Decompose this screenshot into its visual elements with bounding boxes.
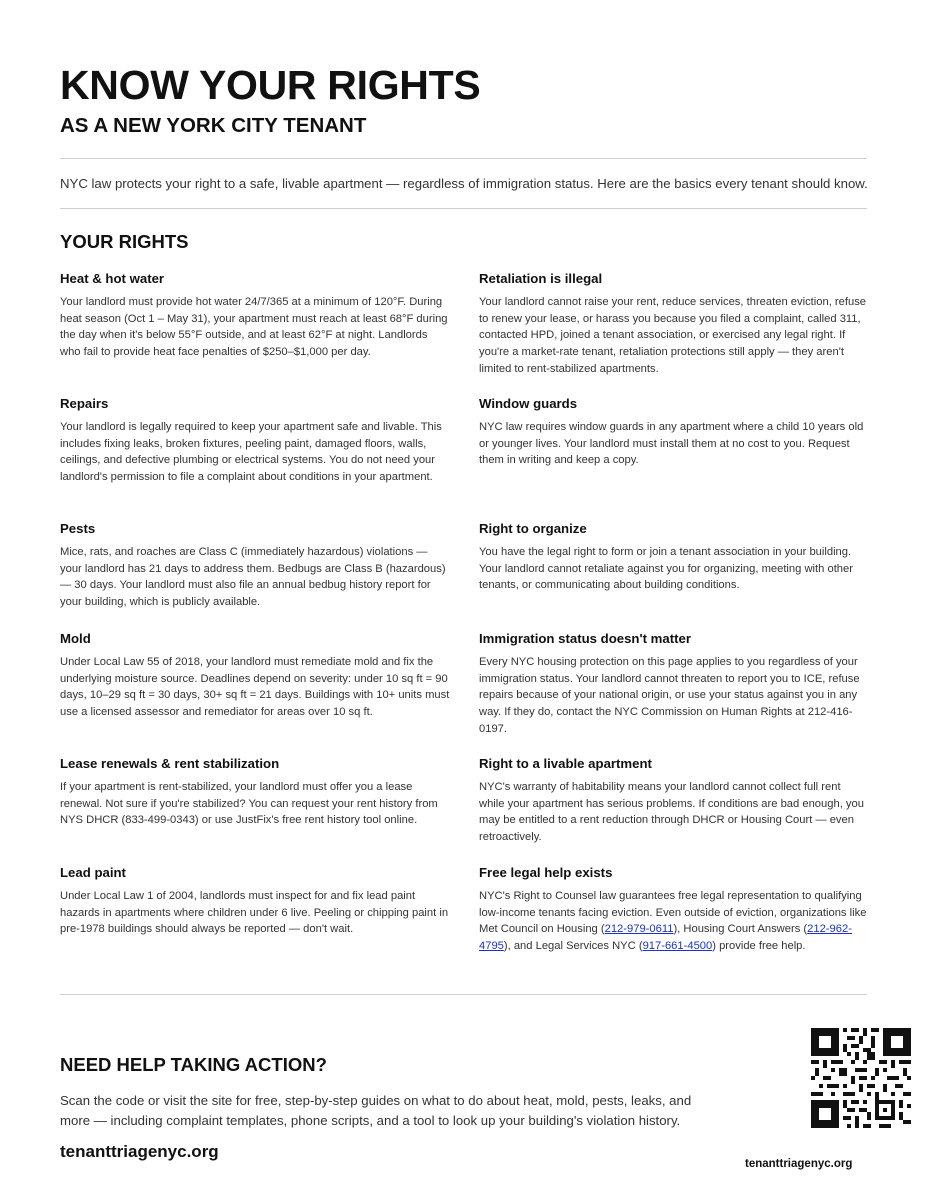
right-title: Heat & hot water — [60, 271, 165, 286]
right-title: Lead paint — [60, 865, 126, 880]
right-title: Pests — [60, 521, 96, 536]
intro-text: NYC law protects your right to a safe, livable apartment — regardless of immigration status. Here are the basics every tenant should know. — [60, 176, 868, 191]
right-retaliation — [479, 271, 869, 378]
right-title: Window guards — [479, 396, 578, 411]
met-council-phone-link[interactable]: 212-979-0611 — [604, 923, 674, 936]
right-lease-renewals — [60, 756, 450, 829]
right-body: Your landlord cannot raise your rent, reduce services, threaten eviction, refuse to renew your lease, or harass you because you filed a complaint, called 311, contacted HPD, joined a tenant association, or exercised any legal right. If you're a market-rate tenant, retaliation protections still apply — they aren't limited to rent-stabilized apartments. — [479, 296, 867, 375]
right-body: Under Local Law 1 of 2004, landlords must inspect for and fix lead paint hazards in apartments where children under 6 live. Peeling or chipping paint in pre-1978 buildings should always be reported — don't wait. — [60, 890, 449, 936]
right-window-guards — [479, 396, 869, 469]
right-body: If your apartment is rent-stabilized, your landlord must offer you a lease renewal. Not sure if you're stabilized? You can request your rent history from NYS DHCR (833-499-0343) or use JustFix's free rent history tool online. — [60, 781, 438, 827]
right-title: Repairs — [60, 396, 109, 411]
right-body: Mice, rats, and roaches are Class C (immediately hazardous) violations — your landlord has 21 days to address them. Bedbugs are Class B (hazardous) — 30 days. Your landlord must also file an annual bedbug history report for your building, which is publicly available. — [60, 546, 446, 609]
help-text: Scan the code or visit the site for free, step-by-step guides on what to do about heat, mold, pests, leaks, and more — including complaint templates, phone scripts, and a tool to look up your building's violation history. — [60, 1093, 692, 1128]
right-pests — [60, 521, 450, 611]
help-title: NEED HELP TAKING ACTION? — [60, 1054, 327, 1075]
right-body: NYC law requires window guards in any apartment where a child 10 years old or younger lives. Your landlord must install them at no cost to you. Request them in writing and keep a copy. — [479, 421, 864, 467]
right-legal-help — [479, 865, 869, 955]
right-body: You have the legal right to form or join a tenant association in your building. Your landlord cannot retaliate against you for organizing, meeting with other tenants, or communicating about building conditions. — [479, 546, 853, 592]
divider — [60, 208, 867, 209]
housing-court-answers-phone-link[interactable]: 212-962-4795 — [479, 923, 852, 953]
legal-help-text: NYC's Right to Counsel law guarantees free legal representation to qualifying low-income tenants facing eviction. Even outside of eviction, organizations like Met Council on Housing ( — [479, 890, 867, 936]
right-title: Right to organize — [479, 521, 587, 536]
right-body: NYC's warranty of habitability means your landlord cannot collect full rent while your apartment has serious problems. If conditions are bad enough, you may be entitled to a rent reduction through DHCR or Housing Court — even retroactively. — [479, 781, 864, 844]
legal-help-text: ) provide free help. — [712, 940, 806, 953]
right-lead-paint — [60, 865, 450, 938]
right-body: Your landlord is legally required to keep your apartment safe and livable. This includes fixing leaks, broken fixtures, peeling paint, damaged floors, walls, ceilings, and defective plumbing or electrical systems. You do not need your landlord's permission to file a complaint about conditions in your apartment. — [60, 421, 442, 484]
divider — [60, 158, 867, 159]
divider — [60, 994, 867, 995]
rights-section-title: YOUR RIGHTS — [60, 231, 189, 252]
right-title: Retaliation is illegal — [479, 271, 603, 286]
page-title: KNOW YOUR RIGHTS — [60, 62, 481, 108]
site-url: tenanttriagenyc.org — [60, 1142, 219, 1161]
right-title: Lease renewals & rent stabilization — [60, 756, 280, 771]
right-immigration-status — [479, 631, 869, 738]
qr-caption: tenanttriagenyc.org — [745, 1158, 853, 1170]
right-title: Mold — [60, 631, 91, 646]
right-title: Free legal help exists — [479, 865, 613, 880]
right-livable-apartment — [479, 756, 869, 846]
right-heat-hot-water — [60, 271, 450, 361]
right-mold — [60, 631, 450, 721]
legal-help-text: ), Housing Court Answers ( — [673, 923, 808, 936]
right-title: Right to a livable apartment — [479, 756, 652, 771]
right-body: Under Local Law 55 of 2018, your landlord must remediate mold and fix the underlying moisture source. Deadlines depend on severity: under 10 sq ft = 90 days, 10–29 sq ft = 30 days, 30+ sq ft = 21 days. Buildings with 10+ units must use a licensed assessor and remediator for areas over 10 sq ft. — [60, 656, 450, 719]
right-repairs — [60, 396, 450, 486]
legal-services-nyc-phone-link[interactable]: 917-661-4500 — [642, 940, 713, 953]
right-title: Immigration status doesn't matter — [479, 631, 691, 646]
page-subtitle: AS A NEW YORK CITY TENANT — [60, 114, 367, 137]
right-body: Your landlord must provide hot water 24/7/365 at a minimum of 120°F. During heat season (Oct 1 – May 31), your apartment must reach at least 68°F during the day when it's below 55°F outside, and at least 62°F at night. Landlords who fail to provide heat face penalties of $250–$1,000 per day. — [60, 296, 448, 359]
qr-code-icon[interactable] — [811, 1028, 911, 1128]
right-body: Every NYC housing protection on this page applies to you regardless of your immigration status. Your landlord cannot threaten to report you to ICE, refuse repairs because of your national origin, or use your status against you in any way. If they do, contact the NYC Commission on Human Rights at 212-416-0197. — [479, 656, 860, 735]
legal-help-text: ), and Legal Services NYC ( — [503, 940, 643, 953]
right-organize — [479, 521, 869, 594]
right-body — [479, 888, 869, 955]
